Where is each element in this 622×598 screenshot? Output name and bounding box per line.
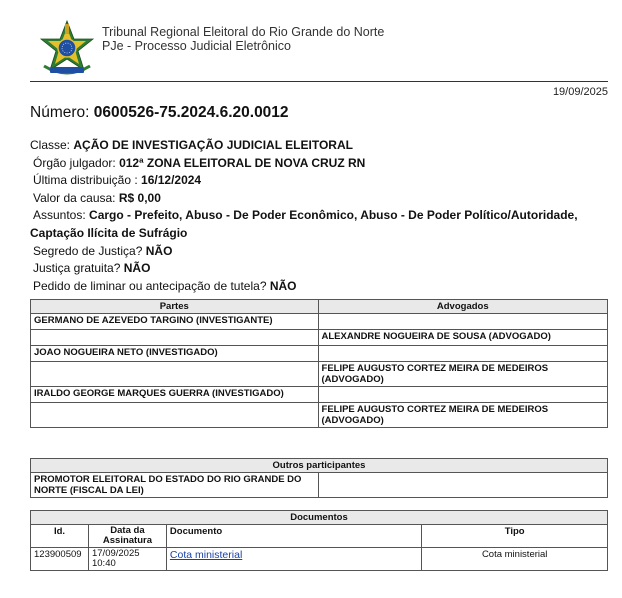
participante-name: PROMOTOR ELEITORAL DO ESTADO DO RIO GRANDE DO	[34, 474, 302, 485]
col-tipo-header: Tipo	[422, 525, 608, 548]
advogado-cell	[318, 362, 607, 387]
doc-date	[88, 548, 166, 571]
liminar-label: Pedido de liminar ou antecipação de tutela?	[33, 278, 267, 293]
col-data-header	[88, 525, 166, 548]
documentos-header: Documentos	[31, 511, 608, 525]
outros-participantes-table	[30, 458, 608, 498]
participante-role: NORTE (FISCAL DA LEI)	[34, 485, 144, 496]
classe-label: Classe:	[30, 138, 71, 152]
col-documento-header: Documento	[166, 525, 421, 548]
orgao-label: Órgão julgador:	[33, 155, 116, 170]
print-date: 19/09/2025	[552, 86, 608, 98]
document-header	[38, 20, 598, 78]
process-number-value: 0600526-75.2024.6.20.0012	[93, 104, 289, 121]
advogado-cell: ALEXANDRE NOGUEIRA DE SOUSA (ADVOGADO)	[318, 330, 607, 346]
doc-tipo: Cota ministerial	[422, 548, 608, 571]
segredo-value: NÃO	[145, 243, 173, 258]
orgao-line	[30, 155, 610, 173]
participante-cell	[31, 473, 319, 498]
assuntos-value-2: Captação Ilícita de Sufrágio	[30, 225, 188, 240]
header-divider	[30, 81, 608, 82]
advogado-role: (ADVOGADO)	[321, 415, 384, 426]
outros-participantes-header: Outros participantes	[31, 459, 608, 473]
valor-value: R$ 0,00	[118, 190, 161, 205]
system-title: PJe - Processo Judicial Eletrônico	[102, 39, 291, 53]
parte-cell: GERMANO DE AZEVEDO TARGINO (INVESTIGANTE)	[31, 314, 319, 330]
liminar-value: NÃO	[269, 278, 297, 293]
assuntos-line	[30, 207, 610, 225]
assuntos-line-2	[30, 225, 610, 243]
valor-label: Valor da causa:	[33, 190, 116, 205]
empty-cell	[31, 403, 319, 428]
court-name	[102, 25, 384, 53]
empty-cell	[318, 387, 607, 403]
parte-cell: IRALDO GEORGE MARQUES GUERRA (INVESTIGADO)	[31, 387, 319, 403]
doc-name-cell	[166, 548, 421, 571]
advogados-header: Advogados	[318, 300, 607, 314]
doc-date-time: 10:40	[91, 558, 116, 569]
valor-line	[30, 190, 610, 208]
empty-cell	[31, 362, 319, 387]
table-row	[31, 548, 608, 571]
col-data-header-2: Assinatura	[102, 535, 152, 546]
empty-cell	[31, 330, 319, 346]
distribuicao-line	[30, 172, 610, 190]
segredo-label: Segredo de Justiça?	[33, 243, 143, 258]
doc-date-day: 17/09/2025	[91, 548, 140, 559]
parte-cell: JOAO NOGUEIRA NETO (INVESTIGADO)	[31, 346, 319, 362]
advogado-role: (ADVOGADO)	[321, 374, 384, 385]
liminar-line	[30, 278, 610, 296]
advogado-name: FELIPE AUGUSTO CORTEZ MEIRA DE MEDEIROS	[321, 404, 549, 415]
gratuita-label: Justiça gratuita?	[33, 261, 121, 276]
documentos-table	[30, 510, 608, 571]
orgao-value: 012ª ZONA ELEITORAL DE NOVA CRUZ RN	[119, 155, 366, 170]
advogado-name: FELIPE AUGUSTO CORTEZ MEIRA DE MEDEIROS	[321, 363, 549, 374]
assuntos-label: Assuntos:	[33, 208, 86, 223]
partes-table	[30, 299, 608, 428]
doc-link[interactable]: Cota ministerial	[169, 549, 243, 561]
col-data-header-1: Data da	[110, 525, 145, 536]
advogado-cell	[318, 403, 607, 428]
partes-header: Partes	[31, 300, 319, 314]
process-info	[30, 137, 610, 295]
empty-cell	[318, 314, 607, 330]
col-id-header: Id.	[31, 525, 89, 548]
process-number-label: Número:	[30, 104, 90, 121]
process-number	[30, 104, 289, 122]
doc-id: 123900509	[31, 548, 89, 571]
distribuicao-label: Última distribuição :	[33, 173, 138, 188]
assuntos-value: Cargo - Prefeito, Abuso - De Poder Econômico, Abuso - De Poder Político/Autoridade,	[89, 208, 578, 223]
court-title: Tribunal Regional Eleitoral do Rio Grande do Norte	[102, 25, 385, 39]
classe-line	[30, 137, 610, 155]
gratuita-value: NÃO	[123, 261, 151, 276]
segredo-line	[30, 243, 610, 261]
empty-cell	[318, 346, 607, 362]
distribuicao-value: 16/12/2024	[141, 173, 202, 188]
gratuita-line	[30, 260, 610, 278]
empty-cell	[318, 473, 607, 498]
brasao-republica-icon	[38, 20, 96, 78]
classe-value: AÇÃO DE INVESTIGAÇÃO JUDICIAL ELEITORAL	[73, 138, 353, 152]
